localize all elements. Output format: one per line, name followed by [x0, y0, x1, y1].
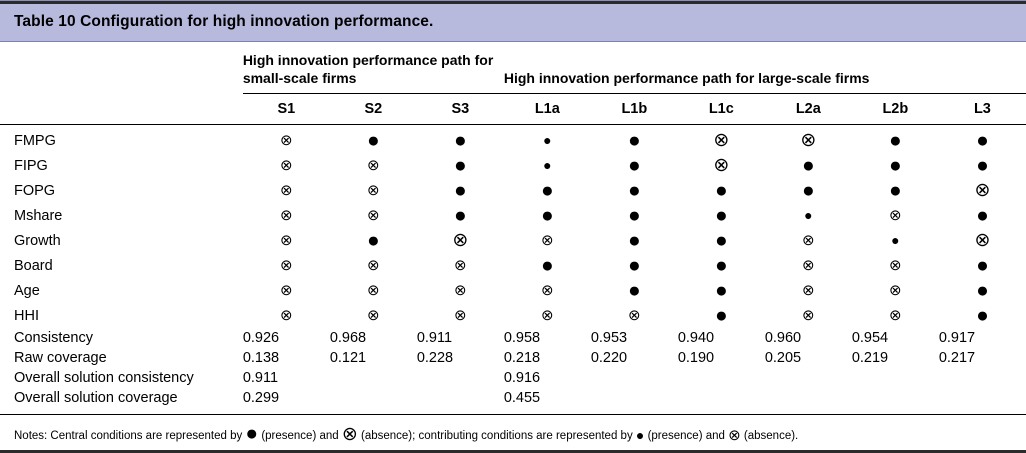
presence-icon: ● — [714, 179, 728, 202]
presence-icon: ● — [888, 154, 902, 177]
statistic-value: 0.926 — [242, 330, 280, 346]
table-row — [0, 388, 1026, 408]
table-row — [0, 203, 1026, 228]
absence-icon: ⊗ — [280, 181, 293, 199]
condition-cell — [243, 303, 330, 328]
presence-icon: ● — [540, 204, 554, 227]
presence-icon: ● — [453, 204, 467, 227]
condition-cell — [765, 153, 852, 178]
condition-cell — [330, 253, 417, 278]
row-label: FMPG — [14, 132, 56, 149]
condition-cell — [330, 303, 417, 328]
condition-cell — [243, 153, 330, 178]
column-header-row — [0, 94, 1026, 125]
presence-icon: ● — [888, 129, 902, 152]
table-row — [0, 178, 1026, 203]
row-label: FIPG — [14, 157, 48, 174]
absence-icon: ⊗ — [280, 131, 293, 149]
row-label: Mshare — [14, 207, 63, 224]
condition-cell — [765, 228, 852, 253]
presence-icon: ● — [888, 179, 902, 202]
condition-cell — [504, 253, 591, 278]
absence-icon: ⊗ — [280, 306, 293, 324]
condition-cell — [504, 128, 591, 153]
statistic-value: 0.218 — [503, 350, 541, 366]
condition-cell — [678, 153, 765, 178]
condition-cell — [504, 203, 591, 228]
absence-icon: ⊗ — [802, 256, 815, 274]
statistic-value: 0.138 — [242, 350, 280, 366]
statistic-value: 0.220 — [590, 350, 628, 366]
table-row — [0, 153, 1026, 178]
statistic-value: 0.121 — [329, 350, 367, 366]
presence-icon: ● — [453, 179, 467, 202]
condition-cell — [243, 228, 330, 253]
condition-cell — [243, 128, 330, 153]
statistic-value: 0.228 — [416, 350, 454, 366]
presence-icon: ● — [543, 131, 552, 148]
presence-icon: ● — [801, 154, 815, 177]
presence-icon: ● — [976, 254, 989, 277]
presence-icon: ● — [627, 154, 641, 177]
condition-cell — [417, 278, 504, 303]
presence-icon: ● — [366, 229, 380, 252]
absence-icon: ⊗ — [802, 281, 815, 299]
condition-cell — [765, 203, 852, 228]
presence-icon: ● — [801, 179, 815, 202]
absence-icon: ⊗ — [974, 230, 991, 251]
presence-icon: ● — [627, 179, 641, 202]
table-row — [0, 368, 1026, 388]
condition-cell — [330, 178, 417, 203]
statistic-value: 0.953 — [590, 330, 628, 346]
row-label: FOPG — [14, 182, 56, 199]
statistic-value: 0.190 — [677, 350, 715, 366]
contributing-absence-icon: ⊗ — [728, 427, 741, 444]
absence-icon: ⊗ — [454, 281, 467, 299]
condition-cell — [417, 253, 504, 278]
column-header-l3: L3 — [939, 94, 1026, 125]
presence-icon: ● — [453, 129, 467, 152]
absence-icon: ⊗ — [280, 281, 293, 299]
absence-icon: ⊗ — [367, 306, 380, 324]
condition-cell — [591, 253, 678, 278]
row-label: Raw coverage — [14, 350, 107, 366]
column-header-l1c: L1c — [678, 94, 765, 125]
notes-prefix: Notes: Central conditions are represented by — [14, 430, 243, 442]
condition-cell — [417, 228, 504, 253]
table-row — [0, 328, 1026, 348]
condition-cell — [765, 178, 852, 203]
condition-cell — [852, 128, 939, 153]
condition-cell — [591, 203, 678, 228]
configuration-table — [0, 42, 1026, 408]
column-header-l1a: L1a — [504, 94, 591, 125]
statistic-value: 0.911 — [416, 330, 453, 346]
column-header-s1: S1 — [243, 94, 330, 125]
condition-cell — [765, 253, 852, 278]
statistic-value: 0.205 — [764, 350, 802, 366]
condition-cell — [678, 128, 765, 153]
condition-cell — [852, 253, 939, 278]
condition-cell — [504, 303, 591, 328]
presence-icon: ● — [627, 279, 641, 302]
condition-cell — [330, 128, 417, 153]
condition-cell — [504, 228, 591, 253]
condition-cell — [330, 228, 417, 253]
central-presence-icon: ● — [245, 422, 259, 445]
condition-cell — [852, 178, 939, 203]
condition-cell — [417, 153, 504, 178]
condition-cell — [939, 253, 1026, 278]
presence-icon: ● — [714, 279, 728, 302]
row-label: Board — [14, 257, 53, 274]
absence-icon: ⊗ — [541, 231, 554, 249]
statistic-value: 0.960 — [764, 330, 802, 346]
condition-cell — [591, 278, 678, 303]
absence-icon: ⊗ — [452, 230, 469, 251]
condition-cell — [417, 303, 504, 328]
condition-cell — [591, 228, 678, 253]
condition-cell — [591, 178, 678, 203]
presence-icon: ● — [714, 229, 728, 252]
absence-icon: ⊗ — [889, 281, 902, 299]
row-label: Age — [14, 282, 40, 299]
condition-cell — [591, 153, 678, 178]
absence-icon: ⊗ — [974, 180, 991, 201]
condition-cell — [417, 128, 504, 153]
row-label: Consistency — [14, 330, 93, 346]
row-label: Overall solution coverage — [14, 390, 178, 406]
presence-icon: ● — [366, 129, 380, 152]
condition-cell — [939, 278, 1026, 303]
condition-cell — [591, 303, 678, 328]
presence-icon: ● — [453, 154, 467, 177]
row-label: Overall solution consistency — [14, 370, 194, 386]
contributing-presence-icon: ● — [635, 427, 645, 443]
condition-cell — [678, 178, 765, 203]
absence-icon: ⊗ — [454, 306, 467, 324]
condition-cell — [504, 278, 591, 303]
table-caption: Table 10 Configuration for high innovation performance. — [0, 1, 1026, 42]
condition-cell — [678, 253, 765, 278]
absence-icon: ⊗ — [280, 206, 293, 224]
condition-cell — [765, 303, 852, 328]
absence-icon: ⊗ — [454, 256, 467, 274]
condition-cell — [417, 203, 504, 228]
condition-cell — [765, 278, 852, 303]
group-header-small: High innovation performance path for small-scale firms — [243, 42, 504, 94]
table-row — [0, 348, 1026, 368]
table-row — [0, 228, 1026, 253]
presence-icon: ● — [976, 204, 989, 227]
row-label: Growth — [14, 232, 61, 249]
condition-cell — [243, 203, 330, 228]
condition-cell — [678, 228, 765, 253]
statistic-value: 0.958 — [503, 330, 541, 346]
condition-cell — [243, 178, 330, 203]
condition-cell — [852, 153, 939, 178]
notes-mid3: (presence) and — [647, 430, 725, 442]
condition-cell — [678, 303, 765, 328]
overall-value-large: 0.455 — [503, 390, 541, 406]
absence-icon: ⊗ — [367, 256, 380, 274]
condition-cell — [330, 203, 417, 228]
absence-icon: ⊗ — [713, 155, 730, 176]
absence-icon: ⊗ — [713, 130, 730, 151]
presence-icon: ● — [714, 204, 728, 227]
table-row — [0, 253, 1026, 278]
statistic-rows — [0, 328, 1026, 368]
condition-cell — [678, 203, 765, 228]
condition-cell — [939, 128, 1026, 153]
notes-suffix: (absence). — [743, 430, 799, 442]
absence-icon: ⊗ — [367, 181, 380, 199]
presence-icon: ● — [627, 204, 641, 227]
statistic-value: 0.954 — [851, 330, 889, 346]
condition-cell — [243, 253, 330, 278]
group-header-spacer — [0, 42, 243, 94]
presence-icon: ● — [540, 179, 554, 202]
absence-icon: ⊗ — [541, 281, 554, 299]
absence-icon: ⊗ — [541, 306, 554, 324]
column-header-spacer — [0, 94, 243, 125]
statistic-value: 0.917 — [938, 330, 976, 346]
condition-cell — [243, 278, 330, 303]
condition-cell — [939, 303, 1026, 328]
central-absence-icon: ⊗ — [341, 424, 358, 445]
condition-cell — [939, 153, 1026, 178]
condition-cell — [330, 278, 417, 303]
absence-icon: ⊗ — [889, 306, 902, 324]
presence-icon: ● — [714, 254, 728, 277]
notes-mid2: (absence); contributing conditions are represented by — [361, 430, 633, 442]
condition-cell — [852, 278, 939, 303]
presence-icon: ● — [540, 254, 554, 277]
absence-icon: ⊗ — [889, 206, 902, 224]
condition-cell — [504, 153, 591, 178]
condition-cell — [939, 228, 1026, 253]
absence-icon: ⊗ — [280, 231, 293, 249]
row-label: HHI — [14, 307, 39, 324]
table-row — [0, 303, 1026, 328]
absence-icon: ⊗ — [802, 231, 815, 249]
condition-cell — [417, 178, 504, 203]
presence-icon: ● — [976, 304, 989, 327]
statistic-value: 0.217 — [938, 350, 976, 366]
absence-icon: ⊗ — [889, 256, 902, 274]
column-header-l2a: L2a — [765, 94, 852, 125]
overall-rows — [0, 368, 1026, 408]
condition-cell — [852, 303, 939, 328]
column-header-l2b: L2b — [852, 94, 939, 125]
overall-value-small: 0.911 — [242, 370, 279, 386]
absence-icon: ⊗ — [628, 306, 641, 324]
presence-icon: ● — [543, 156, 552, 173]
condition-cell — [591, 128, 678, 153]
condition-cell — [852, 203, 939, 228]
condition-cell — [939, 178, 1026, 203]
presence-icon: ● — [976, 154, 989, 177]
table-row — [0, 128, 1026, 153]
condition-cell — [939, 203, 1026, 228]
condition-cell — [330, 153, 417, 178]
presence-icon: ● — [891, 231, 900, 248]
absence-icon: ⊗ — [367, 156, 380, 174]
condition-rows — [0, 128, 1026, 328]
column-header-s2: S2 — [330, 94, 417, 125]
absence-icon: ⊗ — [367, 281, 380, 299]
column-header-l1b: L1b — [591, 94, 678, 125]
overall-value-large: 0.916 — [503, 370, 541, 386]
condition-cell — [852, 228, 939, 253]
notes-mid1: (presence) and — [261, 430, 339, 442]
statistic-value: 0.968 — [329, 330, 367, 346]
presence-icon: ● — [976, 279, 989, 302]
column-header-s3: S3 — [417, 94, 504, 125]
statistic-value: 0.219 — [851, 350, 889, 366]
condition-cell — [678, 278, 765, 303]
condition-cell — [765, 128, 852, 153]
condition-cell — [504, 178, 591, 203]
presence-icon: ● — [627, 229, 641, 252]
presence-icon: ● — [804, 206, 813, 223]
absence-icon: ⊗ — [800, 130, 817, 151]
statistic-value: 0.940 — [677, 330, 715, 346]
absence-icon: ⊗ — [280, 156, 293, 174]
absence-icon: ⊗ — [802, 306, 815, 324]
table-row — [0, 278, 1026, 303]
group-header-row — [0, 42, 1026, 94]
table-notes — [0, 414, 1026, 450]
overall-value-small: 0.299 — [242, 390, 280, 406]
presence-icon: ● — [627, 254, 641, 277]
absence-icon: ⊗ — [367, 206, 380, 224]
group-header-large: High innovation performance path for large-scale firms — [504, 42, 1026, 94]
absence-icon: ⊗ — [280, 256, 293, 274]
presence-icon: ● — [627, 129, 641, 152]
presence-icon: ● — [976, 129, 989, 152]
presence-icon: ● — [714, 304, 728, 327]
